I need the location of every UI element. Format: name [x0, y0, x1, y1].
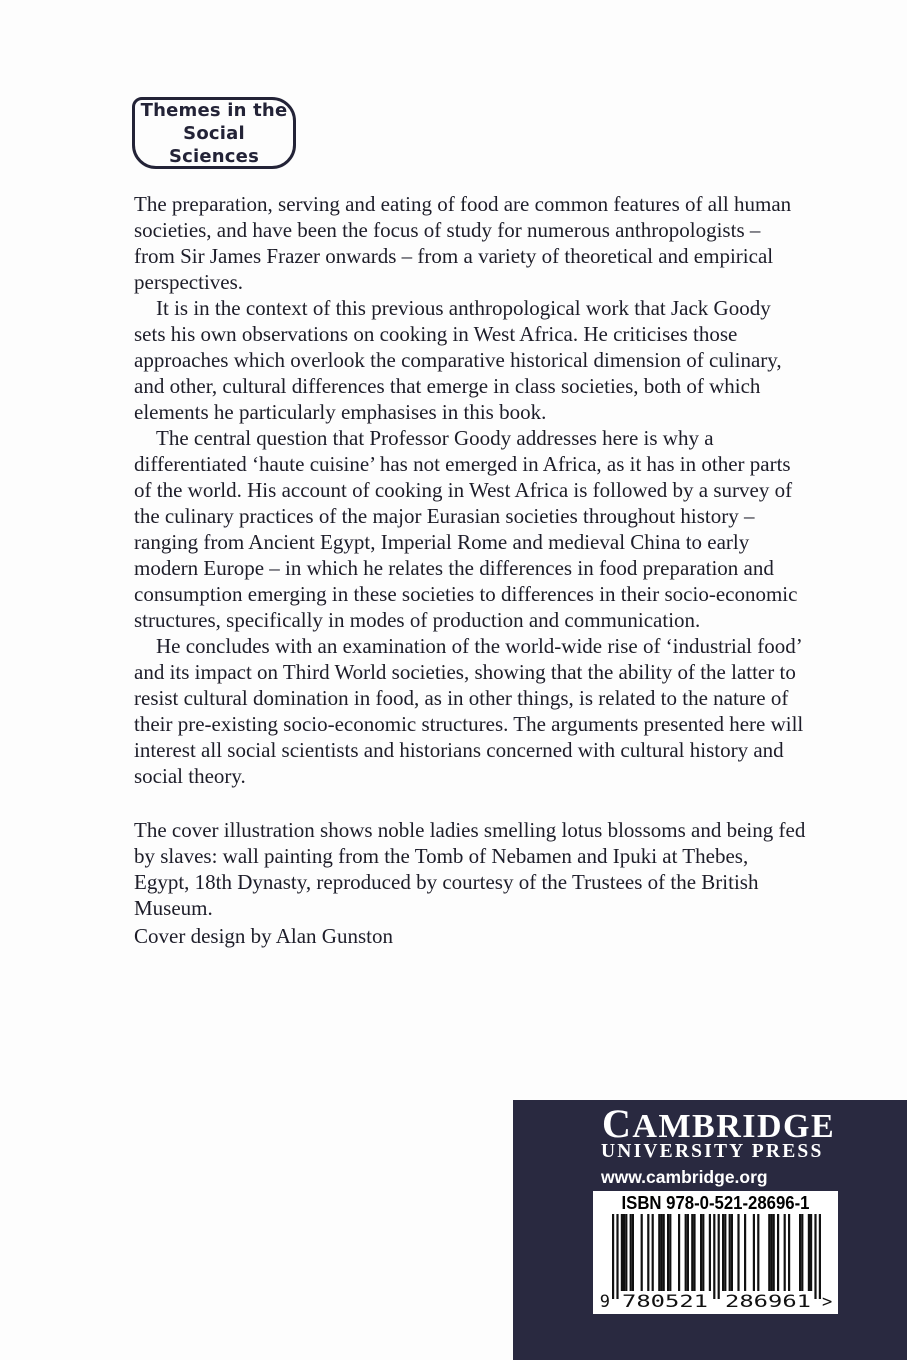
publisher-website: www.cambridge.org [601, 1167, 768, 1187]
blurb-paragraph-4: He concludes with an examination of the world-wide rise of ‘industrial food’ and its impact on Third World societies, showing that the ability of the latter to resist cultural domination in food, as in other things, is related to the nature of their pre-existing socio-economic structures. The arguments presented here will interest all social scientists and historians concerned with cultural history and social theory. [134, 634, 804, 788]
barcode-tail: > [821, 1292, 832, 1311]
series-badge [132, 97, 296, 169]
isbn-box [593, 1191, 838, 1314]
publisher-name: CAMBRIDGE [602, 1101, 836, 1146]
isbn-label: ISBN 978-0-521-28696-1 [621, 1193, 810, 1213]
barcode-digits-group1: 780521 [621, 1292, 708, 1311]
series-badge-line1: Themes in the [140, 99, 288, 121]
publisher-panel [513, 1100, 907, 1360]
barcode-digit-left: 9 [599, 1292, 610, 1311]
ean13-barcode [598, 1214, 834, 1311]
barcode-bars [612, 1214, 821, 1299]
blurb-paragraph-3: The central question that Professor Goody addresses here is why a differentiated ‘haute cuisine’ has not emerged in Africa, as it has in other parts of the world. His account of cooking in West Africa is followed by a survey of the culinary practices of the major Eurasian societies throughout history – ranging from Ancient Egypt, Imperial Rome and medieval China to early modern Europe – in which he relates the differences in food preparation and consumption emerging in these societies to differences in their socio-economic structures, specifically in modes of production and communication. [134, 426, 798, 632]
blurb-paragraph-2: It is in the context of this previous anthropological work that Jack Goody sets his own observations on cooking in West Africa. He criticises those approaches which overlook the comparative historical dimension of culinary, and other, cultural differences that emerge in class societies, both of which elements he particularly emphasises in this book. [134, 296, 782, 424]
cover-illustration-credit: The cover illustration shows noble ladies smelling lotus blossoms and being fed by slaves: wall painting from the Tomb of Nebamen and Ipuki at Thebes, Egypt, 18th Dynasty, reproduced by courtesy of the Trustees of the British Museum. [134, 818, 806, 920]
barcode-digits-group2: 286961 [724, 1292, 811, 1311]
series-badge-line2: Social Sciences [168, 122, 260, 167]
blurb-paragraph-1: The preparation, serving and eating of food are common features of all human societies, and have been the focus of study for numerous anthropologists – from Sir James Frazer onwards – from a variety of theoretical and empirical perspectives. [134, 192, 792, 294]
blurb [134, 191, 804, 789]
cover-design-credit: Cover design by Alan Gunston [134, 924, 393, 948]
publisher-name-line2: UNIVERSITY PRESS [601, 1141, 824, 1162]
